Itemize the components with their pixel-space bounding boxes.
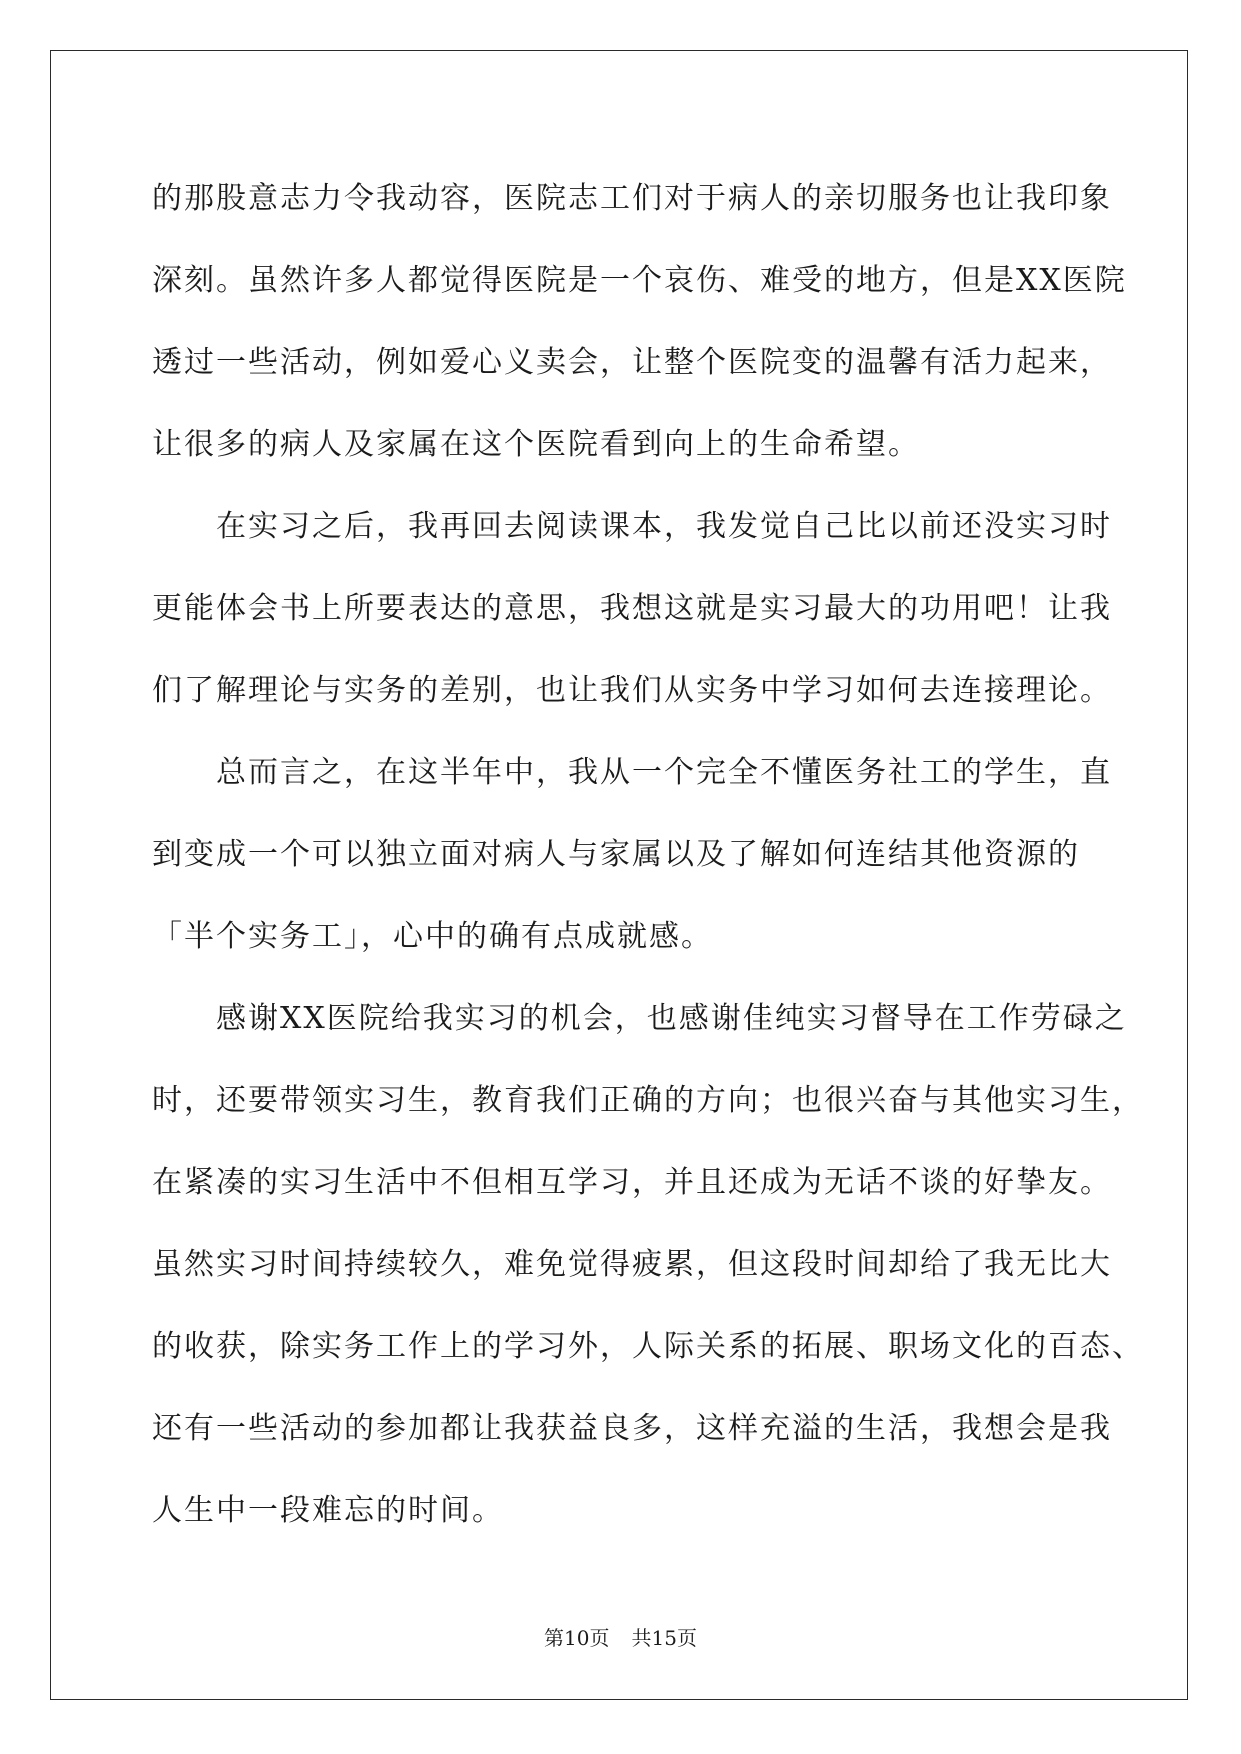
text-line: 总而言之，在这半年中，我从一个完全不懂医务社工的学生，直 bbox=[152, 755, 1112, 790]
text-line: 透过一些活动，例如爱心义卖会，让整个医院变的温馨有活力起来， bbox=[152, 345, 1112, 380]
text-line: 「半个实务工」，心中的确有点成就感。 bbox=[152, 919, 713, 954]
text-line: 们了解理论与实务的差别，也让我们从实务中学习如何去连接理论。 bbox=[152, 673, 1112, 708]
text-line: 到变成一个可以独立面对病人与家属以及了解如何连结其他资源的 bbox=[152, 837, 1080, 872]
page-total: 共15页 bbox=[631, 1626, 697, 1650]
text-line: 时，还要带领实习生，教育我们正确的方向；也很兴奋与其他实习生， bbox=[152, 1083, 1144, 1118]
page-footer bbox=[0, 1622, 1241, 1651]
text-line: 感谢XX医院给我实习的机会，也感谢佳纯实习督导在工作劳碌之 bbox=[152, 1001, 1127, 1036]
page-number: 第10页 bbox=[544, 1626, 610, 1650]
text-line: 人生中一段难忘的时间。 bbox=[152, 1493, 504, 1528]
text-line: 的收获，除实务工作上的学习外，人际关系的拓展、职场文化的百态、 bbox=[152, 1329, 1144, 1364]
text-line: 深刻。虽然许多人都觉得医院是一个哀伤、难受的地方，但是XX医院 bbox=[152, 263, 1127, 298]
text-line: 在紧凑的实习生活中不但相互学习，并且还成为无话不谈的好挚友。 bbox=[152, 1165, 1112, 1200]
text-line: 让很多的病人及家属在这个医院看到向上的生命希望。 bbox=[152, 427, 920, 462]
text-line: 还有一些活动的参加都让我获益良多，这样充溢的生活，我想会是我 bbox=[152, 1411, 1112, 1446]
text-line: 在实习之后，我再回去阅读课本，我发觉自己比以前还没实习时 bbox=[152, 509, 1112, 544]
text-line: 虽然实习时间持续较久，难免觉得疲累，但这段时间却给了我无比大 bbox=[152, 1247, 1112, 1282]
text-line: 更能体会书上所要表达的意思，我想这就是实习最大的功用吧！让我 bbox=[152, 591, 1112, 626]
text-line: 的那股意志力令我动容，医院志工们对于病人的亲切服务也让我印象 bbox=[152, 181, 1112, 216]
document-body bbox=[152, 158, 1144, 1552]
